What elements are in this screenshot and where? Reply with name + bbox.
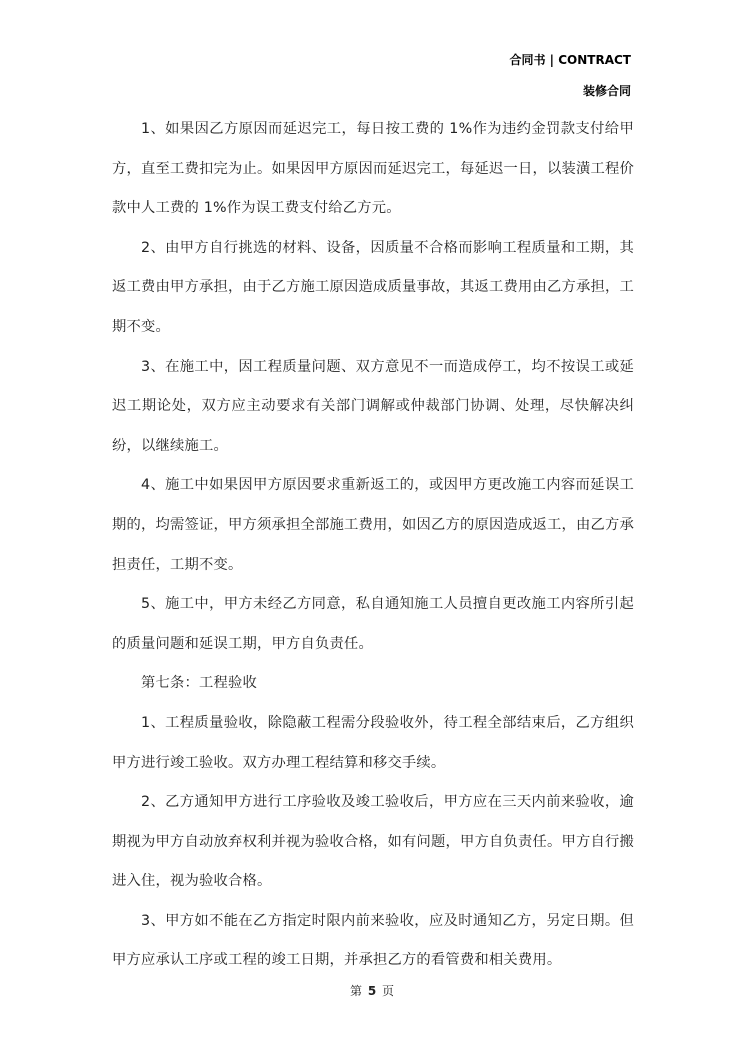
paragraph-clause-2: 2、由甲方自行挑选的材料、设备，因质量不合格而影响工程质量和工期，其返工费由甲方承担，由于乙方施工原因造成质量事故，其返工费用由乙方承担，工期不变。 — [112, 239, 634, 335]
paragraph-acceptance-2: 2、乙方通知甲方进行工序验收及竣工验收后，甲方应在三天内前来验收，逾期视为甲方自动放弃权利并视为验收合格，如有问题，甲方自负责任。甲方自行搬进入住，视为验收合格。 — [112, 794, 634, 890]
page-header — [510, 50, 632, 101]
document-body — [112, 110, 634, 981]
paragraph-acceptance-3: 3、甲方如不能在乙方指定时限内前来验收，应及时通知乙方，另定日期。但甲方应承认工序或工程的竣工日期，并承担乙方的看管费和相关费用。 — [112, 912, 634, 969]
paragraph-clause-3: 3、在施工中，因工程质量问题、双方意见不一而造成停工，均不按误工或延迟工期论处，双方应主动要求有关部门调解或仲裁部门协调、处理，尽快解决纠纷，以继续施工。 — [112, 358, 634, 454]
footer-prefix: 第 — [349, 984, 362, 998]
section-heading: 第七条：工程验收 — [141, 675, 257, 692]
paragraph-clause-4: 4、施工中如果因甲方原因要求重新返工的，或因甲方更改施工内容而延误工期的，均需签证，甲方须承担全部施工费用，如因乙方的原因造成返工，由乙方承担责任，工期不变。 — [112, 477, 634, 573]
footer-suffix: 页 — [382, 984, 395, 998]
paragraph-clause-1: 1、如果因乙方原因而延迟完工，每日按工费的 1%作为违约金罚款支付给甲方，直至工费扣完为止。如果因甲方原因而延迟完工，每延迟一日，以装潢工程价款中人工费的 1%作为误工费支付给乙方元。 — [112, 121, 634, 217]
paragraph-clause-5: 5、施工中，甲方未经乙方同意，私自通知施工人员擅自更改施工内容所引起的质量问题和延误工期，甲方自负责任。 — [112, 596, 634, 652]
page-number: 5 — [367, 984, 377, 998]
header-subtitle: 装修合同 — [582, 84, 631, 98]
page-footer — [0, 981, 744, 1001]
header-title: 合同书 | CONTRACT — [509, 53, 631, 67]
paragraph-acceptance-1: 1、工程质量验收，除隐蔽工程需分段验收外，待工程全部结束后，乙方组织甲方进行竣工验收。双方办理工程结算和移交手续。 — [112, 714, 634, 771]
